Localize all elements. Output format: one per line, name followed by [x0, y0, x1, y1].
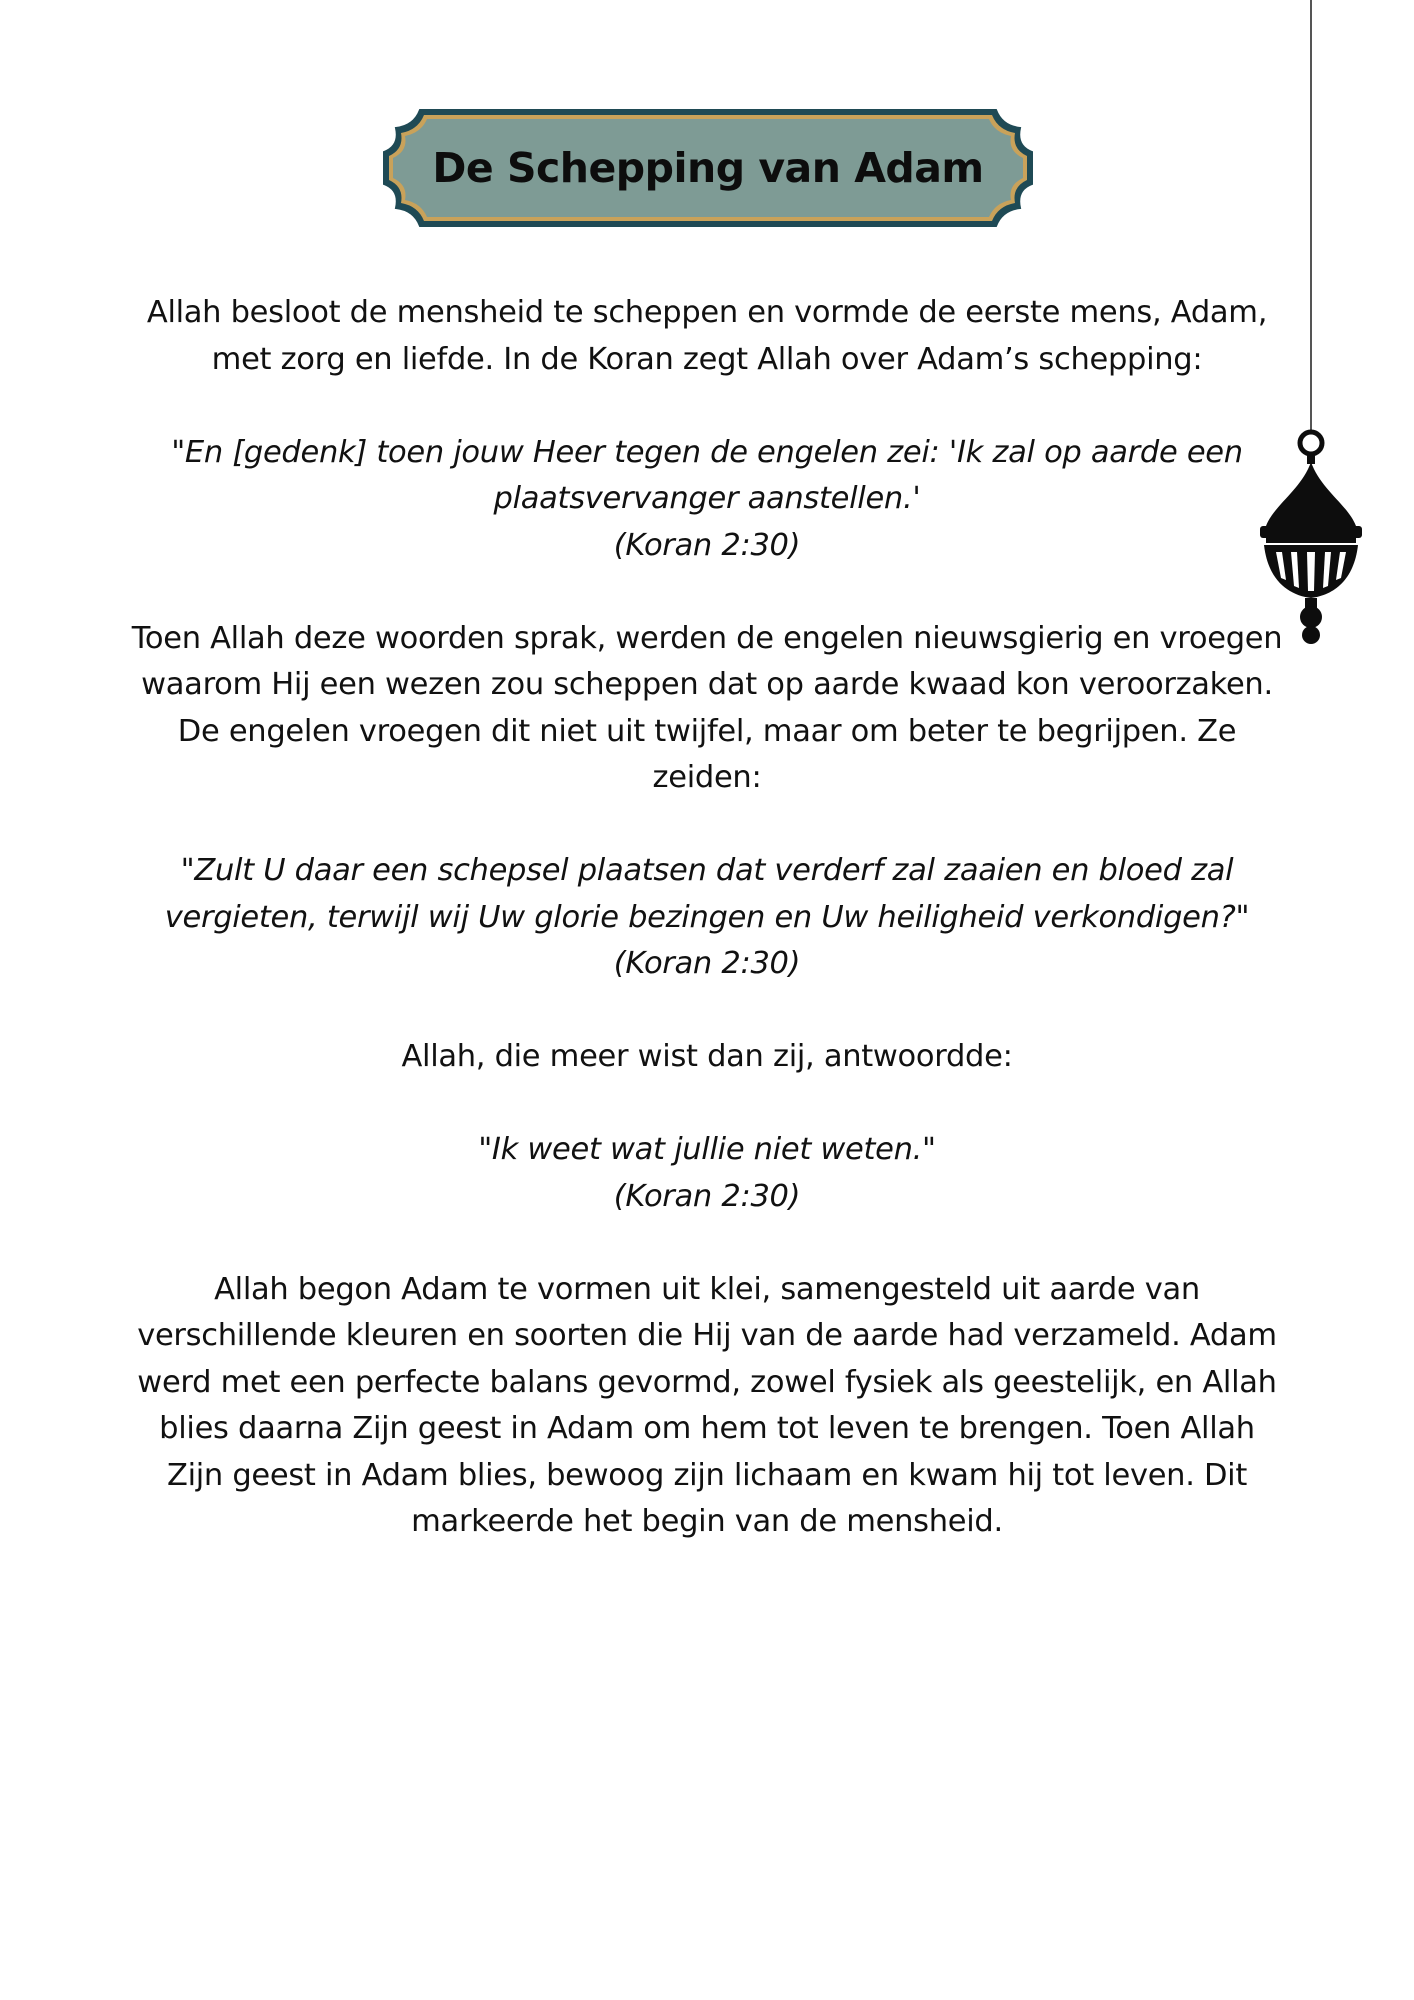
- quran-reference: (Koran 2:30): [613, 527, 801, 563]
- quran-reference: (Koran 2:30): [613, 1178, 801, 1214]
- intro-paragraph: Allah besloot de mensheid te scheppen en vormde de eerste mens, Adam, met zorg en liefde. In de Koran zegt Allah over Adam’s schepping:: [146, 295, 1268, 377]
- creation-paragraph: Allah begon Adam te vormen uit klei, samengesteld uit aarde van verschillende kleuren en soorten die Hij van de aarde had verzameld. Adam werd met een perfecte balans gevormd, zowel fysiek als geestelijk, en Allah blies daarna Zijn geest in Adam om hem tot leven te brengen. Toen Allah Zijn geest in Adam blies, bewoog zijn lichaam en kwam hij tot leven. Dit markeerde het begin van de mensheid.: [137, 1271, 1277, 1539]
- angels-paragraph: Toen Allah deze woorden sprak, werden de engelen nieuwsgierig en vroegen waarom Hij een wezen zou scheppen dat op aarde kwaad kon veroorzaken. De engelen vroegen dit niet uit twijfel, maar om beter te begrijpen. Ze zeiden:: [131, 620, 1283, 795]
- quran-quote: "Zult U daar een schepsel plaatsen dat verderf zal zaaien en bloed zal vergieten, terwijl wij Uw glorie bezingen en Uw heiligheid verkondigen?": [164, 853, 1250, 935]
- quran-quote: "Ik weet wat jullie niet weten.": [478, 1132, 936, 1167]
- page-title: De Schepping van Adam: [432, 144, 984, 192]
- quran-reference: (Koran 2:30): [613, 946, 801, 981]
- story-content: [130, 290, 1284, 1546]
- title-banner: [380, 106, 1036, 230]
- answer-paragraph: Allah, die meer wist dan zij, antwoordde:: [401, 1039, 1013, 1074]
- quran-quote: "En [gedenk] toen jouw Heer tegen de engelen zei: 'Ik zal op aarde een plaatsvervanger aanstellen.': [171, 434, 1243, 516]
